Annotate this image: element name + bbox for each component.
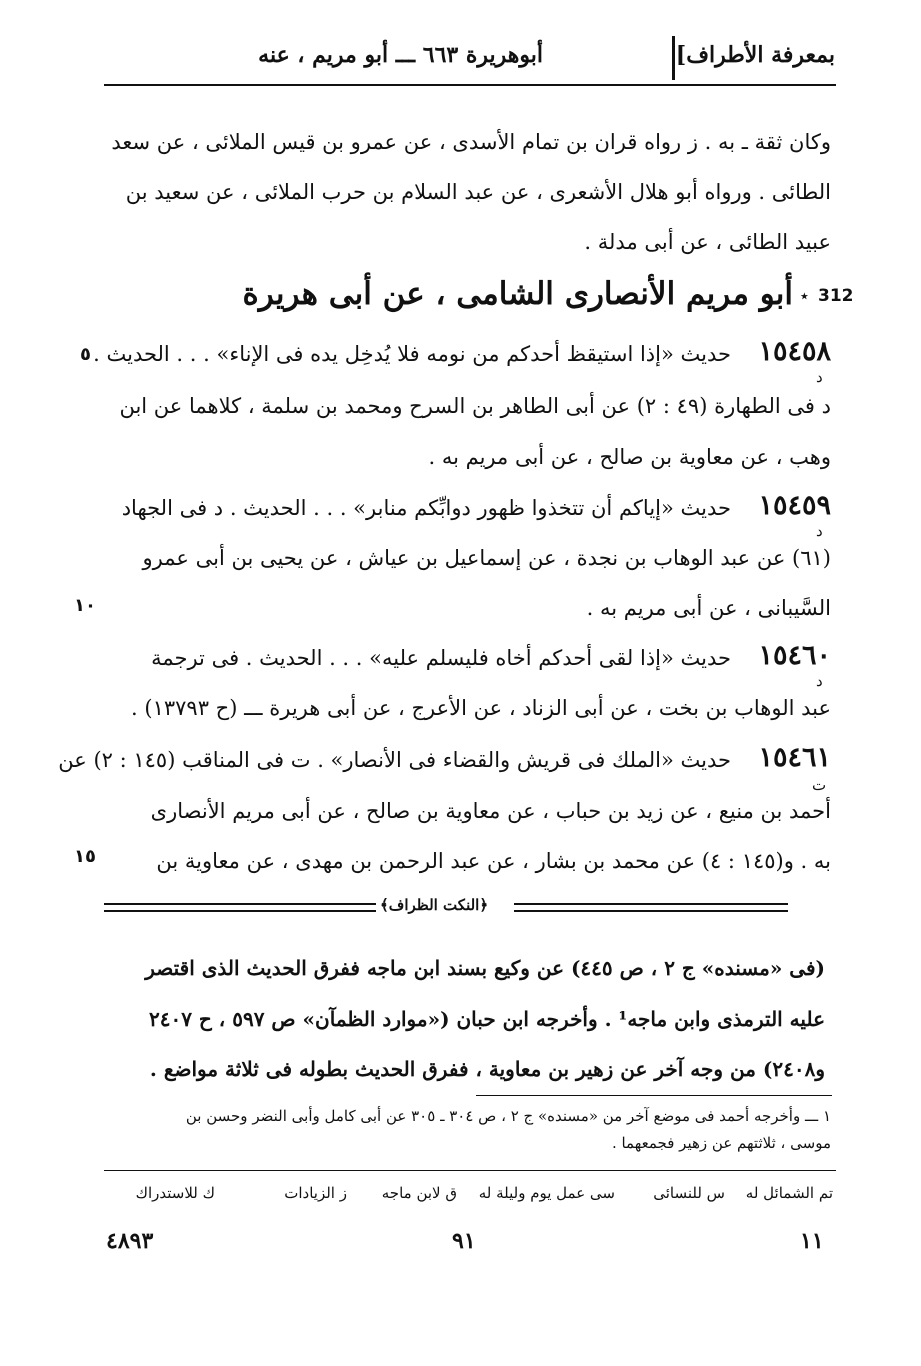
intro-line-3: عبيد الطائى ، عن أبى مدلة . [584,230,831,254]
legend-item: ك للاستدراك [135,1184,215,1202]
legend-item: تم الشمائل له [745,1184,833,1202]
entry-number: ١٥٤٦٠ [758,640,831,671]
entry-siglum: د [816,522,823,540]
margin-line-number: ١٠ [74,595,96,616]
nukat-divider-right [514,903,788,912]
section-number: 312 [818,286,854,306]
sequence-number: ٤٨٩٣ [106,1228,154,1254]
nukat-line: (فى «مسنده» ج ٢ ، ص ٤٤٥) عن وكيع بسند ابن ماجه ففرق الحديث الذى اقتصر [145,956,825,980]
entry-number: ١٥٤٥٩ [758,490,831,521]
nukat-divider-left [104,903,376,912]
volume-number: ١١ [800,1228,824,1254]
intro-line-1: وكان ثقة ـ به . ز رواه قران بن تمام الأسدى ، عن عمرو بن قيس الملائى ، عن سعد [111,130,831,154]
header-center-title: أبوهريرة ٦٦٣ ـــ أبو مريم ، عنه [258,42,543,68]
entry-line: السَّيبانى ، عن أبى مريم به . [586,596,831,620]
section-title: أبو مريم الأنصارى الشامى ، عن أبى هريرة [242,276,793,312]
legend-item: ق لابن ماجه [381,1184,457,1202]
legend-item: س للنسائى [653,1184,725,1202]
entry-number: ١٥٤٥٨ [758,336,831,367]
nukat-title-text: النكت الظراف [388,896,480,914]
footnote-line: ١ ـــ وأخرجه أحمد فى موضع آخر من «مسنده» ج ٢ ، ص ٣٠٤ ـ ٣٠٥ عن أبى كامل وأبى النضر وحسن بن [185,1107,831,1125]
legend-item: سى عمل يوم وليلة له [478,1184,615,1202]
footnote-rule [476,1095,832,1096]
entry-line: أحمد بن منيع ، عن زيد بن حباب ، عن معاوية بن صالح ، عن أبى مريم الأنصارى [150,799,831,823]
nukat-line: و٢٤٠٨) من وجه آخر عن زهير بن معاوية ، ففرق الحديث بطوله فى ثلاثة مواضع . [149,1057,825,1081]
page-number: ٩١ [452,1228,476,1254]
header-separator [672,36,675,80]
nukat-title: ﴿النكت الظراف﴾ [380,896,489,914]
header-rule [104,84,836,86]
legend-rule [104,1170,836,1171]
entry-number: ١٥٤٦١ [758,742,831,773]
entry-line: حديث «إذا استيقظ أحدكم من نومه فلا يُدخِل يده فى الإناء» . . . الحديث . [93,342,731,366]
footnote-line: موسى ، ثلاثتهم عن زهير فجمعهما . [611,1134,831,1152]
entry-line: عبد الوهاب بن بخت ، عن أبى الزناد ، عن الأعرج ، عن أبى هريرة ـــ (ح ١٣٧٩٣) . [131,696,831,720]
entry-line: وهب ، عن معاوية بن صالح ، عن أبى مريم به . [428,445,831,469]
entry-line: حديث «إياكم أن تتخذوا ظهور دوابِّكم منابر» . . . الحديث . د فى الجهاد [121,496,731,520]
legend-item: ز الزيادات [284,1184,347,1202]
entry-line: به . و(١٤٥ : ٤) عن محمد بن بشار ، عن عبد الرحمن بن مهدى ، عن معاوية بن [156,849,831,873]
margin-line-number: ٥ [80,344,91,365]
entry-line: (٦١) عن عبد الوهاب بن نجدة ، عن إسماعيل بن عياش ، عن يحيى بن أبى عمرو [142,546,831,570]
section-star: ٭ [800,286,809,305]
margin-line-number: ١٥ [74,846,96,867]
entry-line: حديث «الملك فى قريش والقضاء فى الأنصار» . ت فى المناقب (١٤٥ : ٢) عن [58,748,731,772]
nukat-line: عليه الترمذى وابن ماجه¹ . وأخرجه ابن حبان («موارد الظمآن» ص ٥٩٧ ، ح ٢٤٠٧ [148,1007,825,1031]
intro-line-2: الطائى . ورواه أبو هلال الأشعرى ، عن عبد السلام بن حرب الملائى ، عن سعيد بن [125,180,831,204]
entry-siglum: د [816,672,823,690]
entry-siglum: ت [812,776,827,794]
entry-line: د فى الطهارة (٤٩ : ٢) عن أبى الطاهر بن السرح ومحمد بن سلمة ، كلاهما عن ابن [119,394,831,418]
header-right-title: بمعرفة الأطراف] [675,42,835,68]
entry-line: حديث «إذا لقى أحدكم أخاه فليسلم عليه» . . . الحديث . فى ترجمة [151,646,731,670]
entry-siglum: د [816,368,823,386]
